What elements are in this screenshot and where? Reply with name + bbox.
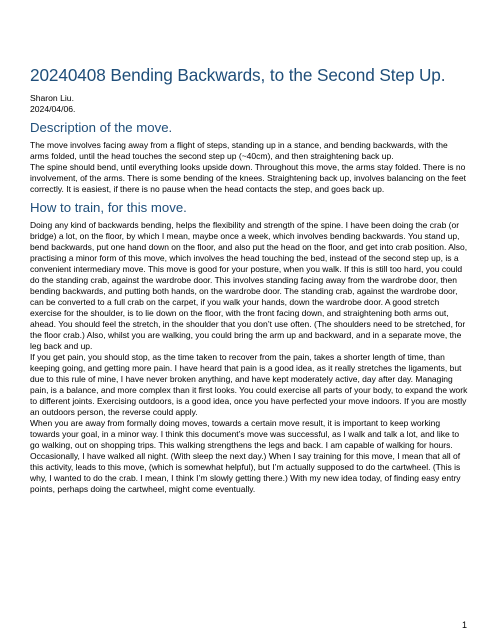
paragraph: If you get pain, you should stop, as the time taken to recover from the pain, takes a shorter length of time, than keeping going, and getting more pain. I have heard that pain is a good idea, as it really stretches the ligaments, but due to this rule of mine, I have never broken anything, and have kept moderately active, day after day. Managing pain, is a balance, and more complex than it first looks. You could exercise all parts of your body, to expand the work to different joints. Exercising outdoors, is a good idea, once you have perfected your move indoors. If you are mostly an outdoors person, the reverse could apply. bbox=[30, 352, 468, 417]
date: 2024/04/06. bbox=[30, 104, 76, 114]
section-heading-training: How to train, for this move. bbox=[30, 200, 187, 215]
section-heading-description: Description of the move. bbox=[30, 120, 173, 135]
paragraph: When you are away from formally doing moves, towards a certain move result, it is important to keep working towards your goal, in a minor way. I think this document’s move was successful, as I walk and talk a lot, and like to go walking, out on shopping trips. This walking strengthens the legs and back. I am capable of walking for hours. Occasionally, I have walked all night. (With sleep the next day.) When I say training for this move, I mean that all of this activity, leads to this move, (which is somewhat helpful), but I’m actually supposed to do the cartwheel. (This is why, I wanted to do the crab. I mean, I think I’m slowly getting there.) With my new idea today, of finding easy entry points, perhaps doing the cartwheel, might come eventually. bbox=[30, 418, 461, 494]
author: Sharon Liu. bbox=[30, 93, 74, 103]
paragraph: The spine should bend, until everything looks upside down. Throughout this move, the arms stay folded. There is no involvement, of the arms. There is some bending of the knees. Straightening back up, involves balancing on the feet correctly. It is easiest, if there is no pause when the head contacts the step, and goes back up. bbox=[30, 162, 466, 194]
document-body bbox=[30, 64, 468, 495]
paragraph: Doing any kind of backwards bending, helps the flexibility and strength of the spine. I have been doing the crab (or bridge) a lot, on the floor, by which I mean, maybe once a week, which involves bending backwards. You stand up, bend backwards, put one hand down on the floor, and also put the head on the floor, and get into crab position. Also, practising a minor form of this move, which involves the head touching the bed, instead of the second step up, is a convenient intermediary move. This move is good for your posture, when you walk. If this is still too hard, you could do the standing crab, against the wardrobe door. This involves standing facing away from the wardrobe door, then bending backwards, and putting both hands, on the wardrobe door. The standing crab, against the wardrobe door, can be converted to a full crab on the carpet, if you walk your hands, down the wardrobe door. A good stretch exercise for the shoulder, is to lie down on the floor, with the front facing down, and straightening both arms out, ahead. You should feel the stretch, in the shoulder that you don’t use often. (The shoulders need to be stretched, for the floor crab.) Also, whilst you are walking, you could bring the arm up and backward, and in a separate move, the leg back and up. bbox=[30, 220, 468, 351]
paragraph: The move involves facing away from a flight of steps, standing up in a stance, and bending backwards, with the arms folded, until the head touches the second step up (~40cm), and then straightening back up. bbox=[30, 140, 448, 161]
document-title: 20240408 Bending Backwards, to the Second Step Up. bbox=[30, 65, 446, 85]
page-number: 1 bbox=[461, 620, 467, 630]
